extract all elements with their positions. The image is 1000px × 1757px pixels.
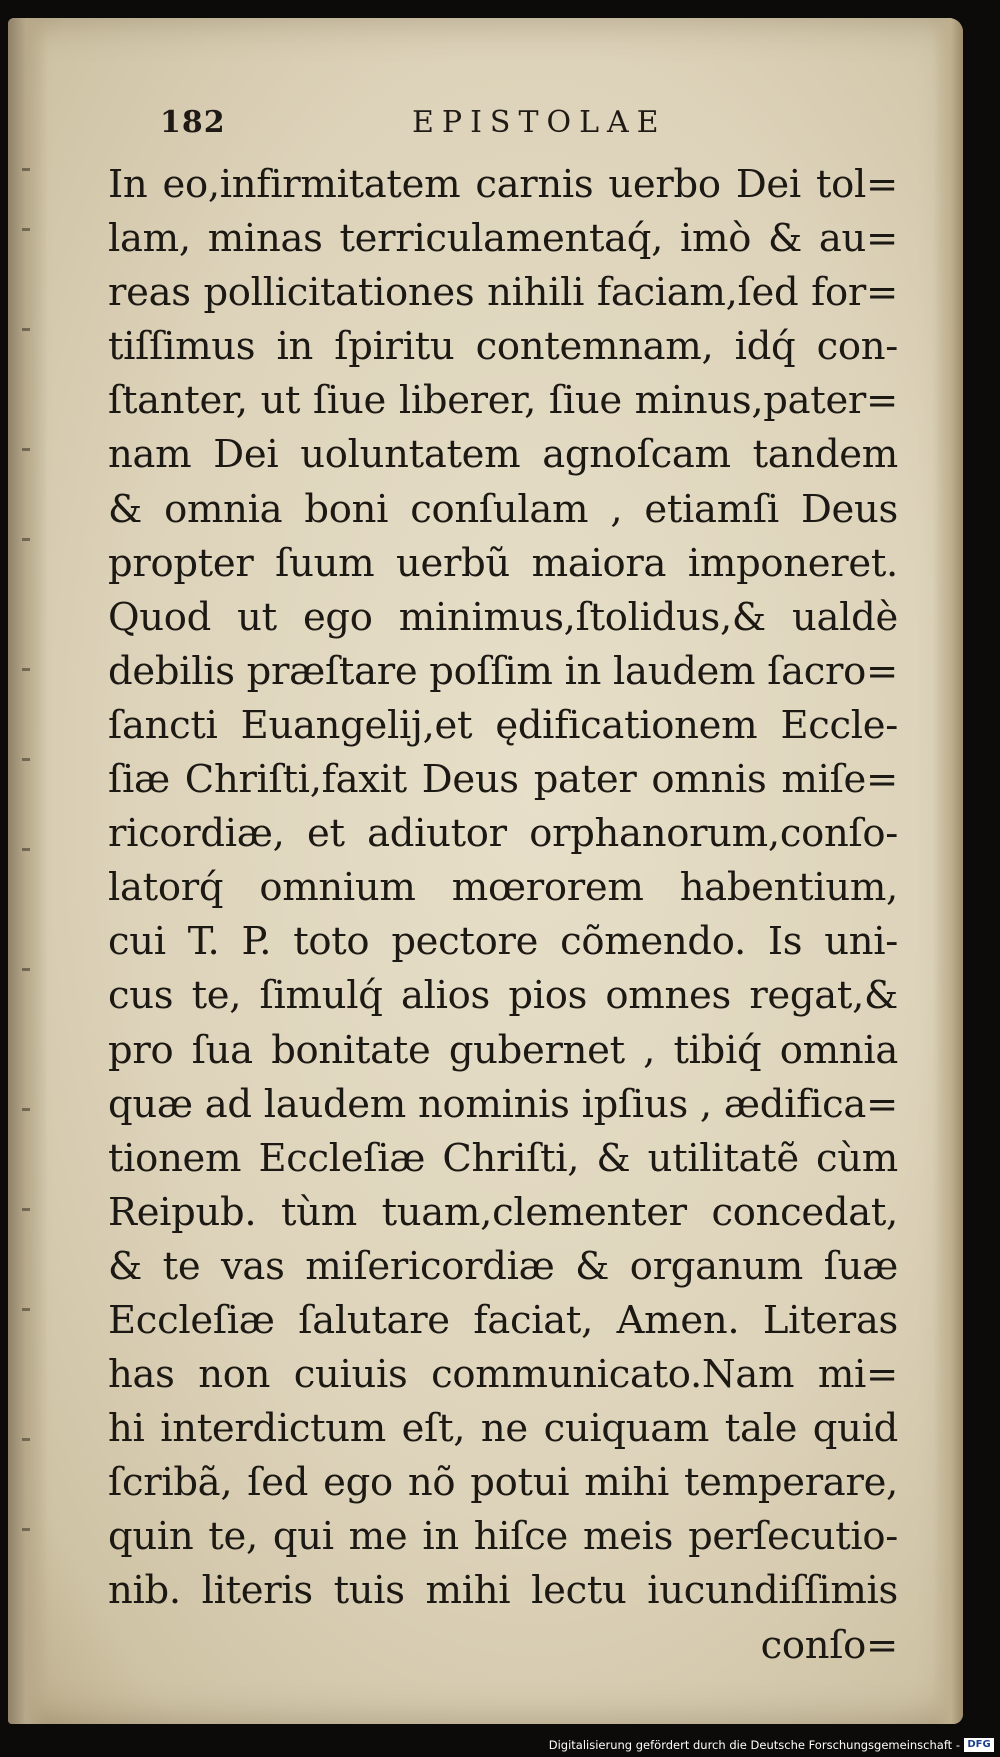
text-line: reas pollicitationes nihili faciam,ſed for=: [108, 270, 898, 316]
text-line: debilis præſtare poſſim in laudem ſacro=: [108, 648, 898, 694]
text-line: ricordiæ, et adiutor orphanorum,conſo-: [108, 811, 898, 857]
text-line: nib. literis tuis mihi lectu iucundiſſimis: [108, 1568, 898, 1614]
text-line: tiſſimus in ſpiritu contemnam, idq́ con-: [108, 324, 898, 370]
text-line: cui T. P. toto pectore cõmendo. Is uni-: [108, 919, 898, 965]
text-line: lam, minas terriculamentaq́, imò & au=: [108, 216, 898, 262]
text-line: ſcribã, ſed ego nõ potui mihi temperare,: [108, 1460, 898, 1506]
page-edge: [933, 18, 963, 1724]
bleed-through-marks: [22, 148, 40, 1598]
text-line: & omnia boni conſulam , etiamſi Deus: [108, 486, 898, 532]
text-line: latorq́ omnium mœrorem habentium,: [108, 865, 898, 911]
text-line: tionem Eccleſiæ Chriſti, & utilitatẽ cùm: [108, 1135, 898, 1181]
text-line: & te vas miſericordiæ & organum ſuæ: [108, 1243, 898, 1289]
text-line: cus te, ſimulq́ alios pios omnes regat,&: [108, 973, 898, 1019]
text-line: hi interdictum eſt, ne cuiquam tale quid: [108, 1406, 898, 1452]
digitization-credit: Digitalisierung gefördert durch die Deutsche Forschungsgemeinschaft -: [548, 1738, 960, 1752]
text-line: In eo,infirmitatem carnis uerbo Dei tol=: [108, 162, 898, 207]
text-line: propter ſuum uerbũ maiora imponeret.: [108, 540, 898, 586]
running-title: EPISTOLAE: [412, 105, 667, 140]
body-text: [108, 158, 898, 1673]
text-line: ſtanter, ut ſiue liberer, ſiue minus,pater=: [108, 378, 898, 424]
text-line: quæ ad laudem nominis ipſius , ædifica=: [108, 1081, 898, 1127]
text-line: conſo=: [760, 1622, 898, 1668]
running-header: [160, 105, 800, 153]
page-number: 182: [160, 105, 226, 140]
text-line: ſiæ Chriſti,faxit Deus pater omnis miſe=: [108, 757, 898, 803]
text-line: Eccleſiæ ſalutare faciat, Amen. Literas: [108, 1297, 898, 1343]
dfg-logo: DFG: [964, 1738, 994, 1752]
text-line: Quod ut ego minimus,ſtolidus,& ualdè: [108, 594, 898, 640]
text-line: nam Dei uoluntatem agnoſcam tandem: [108, 432, 898, 478]
text-line: ſancti Euangelij,et ędificationem Eccle-: [108, 702, 898, 748]
text-line: pro ſua bonitate gubernet , tibiq́ omnia: [108, 1027, 898, 1073]
text-line: has non cuiuis communicato.Nam mi=: [108, 1352, 898, 1398]
text-line: quin te, qui me in hiſce meis perſecutio-: [108, 1514, 898, 1560]
text-line: Reipub. tùm tuam,clementer concedat,: [108, 1189, 898, 1235]
